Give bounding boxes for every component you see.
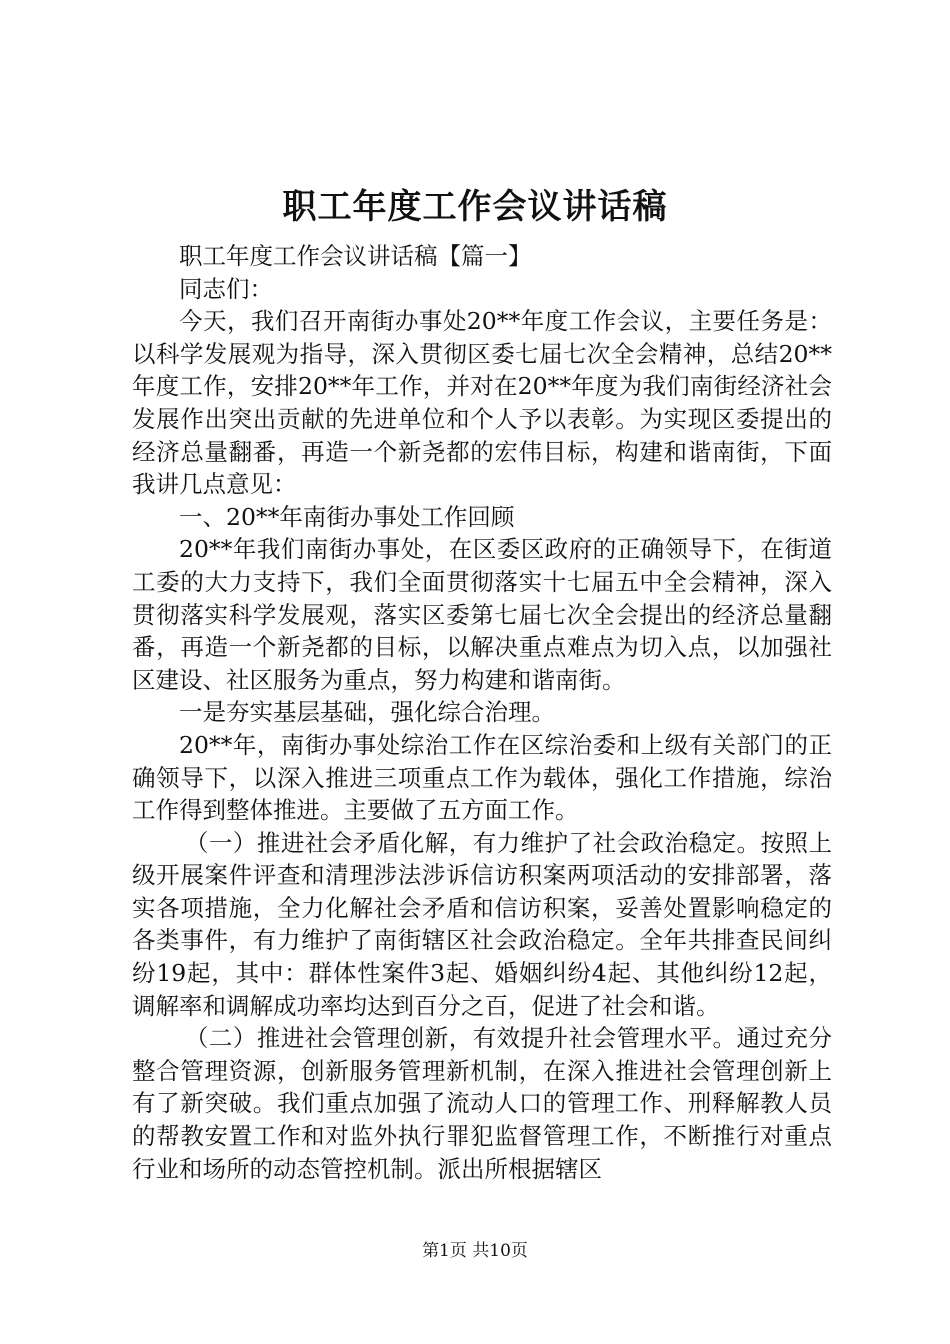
document-title: 职工年度工作会议讲话稿	[282, 187, 668, 227]
subpoint-one-paragraph: （一）推进社会矛盾化解，有力维护了社会政治稳定。按照上级开展案件评查和清理涉法涉诉信访积案两项活动的安排部署，落实各项措施，全力化解社会矛盾和信访积案，妥善处置影响稳定的各类事件，有力维护了南街辖区社会政治稳定。全年共排查民间纠纷19起，其中：群体性案件3起、婚姻纠纷4起、其他纠纷12起，调解率和调解成功率均达到百分之百，促进了社会和谐。	[132, 828, 832, 1020]
page-footer: 第1页 共10页	[422, 1241, 528, 1261]
point-one-paragraph: 20**年，南街办事处综治工作在区综治委和上级有关部门的正确领导下，以深入推进三项重点工作为载体，强化工作措施，综治工作得到整体推进。主要做了五方面工作。	[132, 730, 832, 825]
section-heading-review: 一、20**年南街办事处工作回顾	[179, 502, 515, 531]
document-body	[132, 240, 832, 1185]
intro-paragraph: 今天，我们召开南街办事处20**年度工作会议，主要任务是：以科学发展观为指导，深入贯彻区委七届七次全会精神，总结20**年度工作，安排20**年工作，并对在20**年度为我们南街经济社会发展作出突出贡献的先进单位和个人予以表彰。为实现区委提出的经济总量翻番，再造一个新尧都的宏伟目标，构建和谐南街，下面我讲几点意见：	[132, 307, 832, 499]
subpoint-two-paragraph: （二）推进社会管理创新，有效提升社会管理水平。通过充分整合管理资源，创新服务管理新机制，在深入推进社会管理创新上有了新突破。我们重点加强了流动人口的管理工作、刑释解教人员的帮教安置工作和对监外执行罪犯监督管理工作，不断推行对重点行业和场所的动态管控机制。派出所根据辖区	[132, 1024, 832, 1183]
point-one-heading: 一是夯实基层基础，强化综合治理。	[179, 698, 555, 727]
review-paragraph: 20**年我们南街办事处，在区委区政府的正确领导下，在街道工委的大力支持下，我们全面贯彻落实十七届五中全会精神，深入贯彻落实科学发展观，落实区委第七届七次全会提出的经济总量翻番，再造一个新尧都的目标，以解决重点难点为切入点，以加强社区建设、社区服务为重点，努力构建和谐南街。	[132, 535, 832, 694]
salutation: 同志们：	[179, 274, 273, 303]
section-heading-part-one: 职工年度工作会议讲话稿【篇一】	[179, 242, 532, 270]
